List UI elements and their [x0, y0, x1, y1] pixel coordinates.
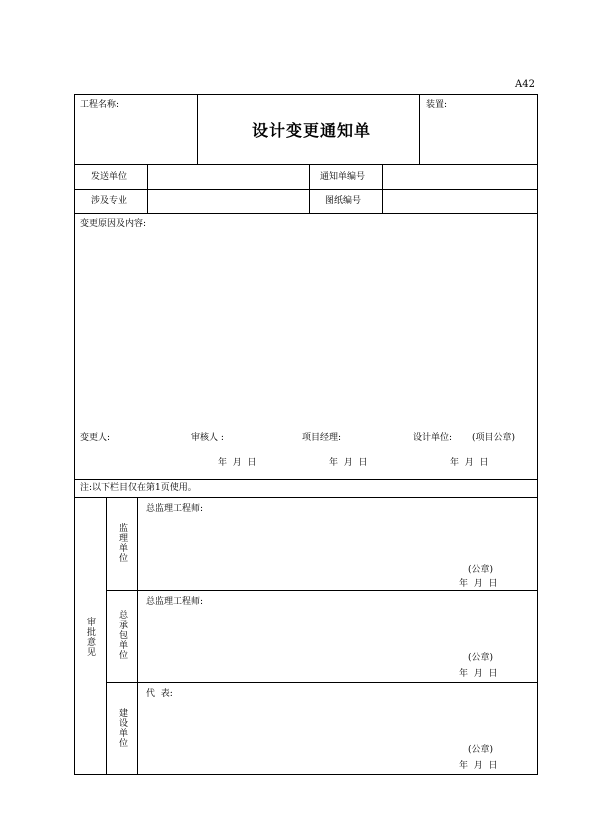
header-divider-1: [197, 94, 198, 164]
table-border-top: [74, 94, 538, 95]
general-contractor-signer-label: 总监理工程师:: [146, 597, 204, 607]
notice-number-field[interactable]: [383, 165, 537, 189]
reviewer-date: 年 月 日: [218, 458, 257, 468]
project-seal-label: (项目公章): [472, 433, 516, 443]
reviewer-label: 审核人 :: [191, 433, 224, 443]
sending-unit-label: 发送单位: [91, 172, 128, 182]
note-bottom-line: [74, 497, 538, 498]
construction-opinion-field[interactable]: [138, 703, 537, 743]
sending-unit-field[interactable]: [148, 165, 309, 189]
design-unit-date: 年 月 日: [450, 458, 489, 468]
supervision-unit-label: 监理单位: [117, 523, 127, 563]
change-reason-field[interactable]: [75, 232, 537, 428]
supervision-date: 年 月 日: [459, 579, 498, 589]
device-label: 装置:: [426, 100, 448, 110]
construction-seal: (公章): [468, 745, 494, 755]
table-border-bottom: [74, 774, 538, 775]
general-contractor-label: 总承包单位: [117, 610, 127, 660]
changer-label: 变更人:: [80, 433, 111, 443]
device-field[interactable]: [420, 112, 537, 164]
info-divider-2: [309, 164, 310, 213]
design-unit-label: 设计单位:: [413, 433, 453, 443]
table-border-right: [537, 94, 538, 775]
construction-signer-label: 代 表:: [146, 689, 173, 699]
note-text: 注:以下栏目仅在第1页使用。: [80, 483, 197, 493]
project-name-label: 工程名称:: [80, 100, 120, 110]
drawing-number-label: 图纸编号: [325, 196, 362, 206]
approval-block1-bottom-line: [106, 590, 538, 591]
general-contractor-seal: (公章): [468, 653, 494, 663]
construction-date: 年 月 日: [459, 761, 498, 771]
approval-side-label: 审批意见: [85, 617, 95, 657]
project-name-field[interactable]: [75, 112, 197, 164]
supervision-seal: (公章): [468, 565, 494, 575]
page-title: 设计变更通知单: [252, 121, 372, 140]
approval-divider-1: [106, 497, 107, 774]
involved-specialty-label: 涉及专业: [91, 196, 128, 206]
change-section-bottom-line: [74, 479, 538, 480]
general-contractor-opinion-field[interactable]: [138, 611, 537, 651]
project-manager-label: 项目经理:: [302, 433, 342, 443]
table-border-left: [74, 94, 75, 775]
drawing-number-field[interactable]: [383, 190, 537, 213]
notice-number-label: 通知单编号: [320, 172, 366, 182]
involved-specialty-field[interactable]: [148, 190, 309, 213]
supervision-opinion-field[interactable]: [138, 518, 537, 562]
general-contractor-date: 年 月 日: [459, 669, 498, 679]
row2-bottom-line: [74, 213, 538, 214]
supervision-signer-label: 总监理工程师:: [146, 504, 204, 514]
project-manager-date: 年 月 日: [329, 458, 368, 468]
document-code: A42: [515, 79, 535, 90]
construction-unit-label: 建设单位: [117, 708, 127, 748]
approval-block2-bottom-line: [106, 682, 538, 683]
change-reason-label: 变更原因及内容:: [80, 219, 147, 229]
